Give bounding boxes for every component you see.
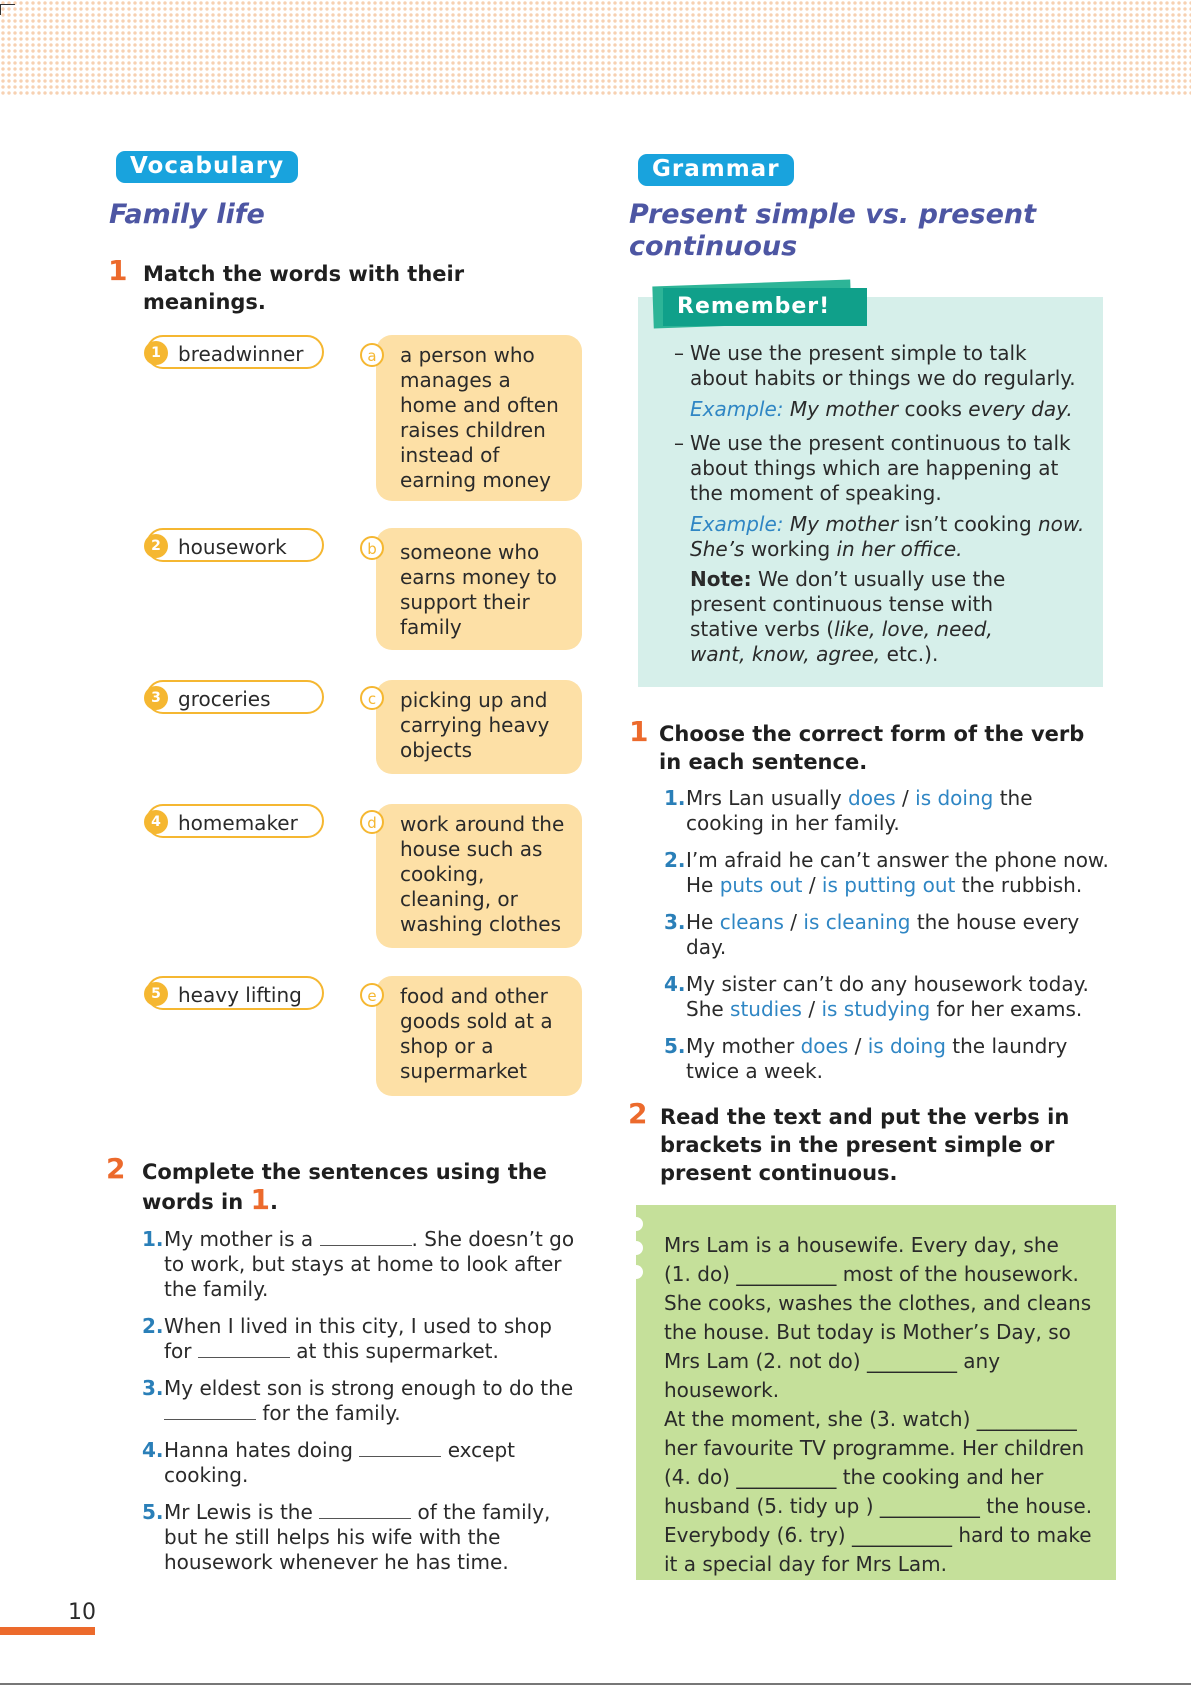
example-verb: working bbox=[750, 537, 831, 561]
sentence-start: My sister can’t do any housework today. She bbox=[686, 972, 1089, 1021]
word-box[interactable] bbox=[146, 335, 324, 369]
list-item bbox=[664, 910, 1114, 960]
verb-option[interactable]: does bbox=[848, 786, 896, 810]
text-line[interactable]: (1. do) __________ most of the housework. bbox=[664, 1262, 1079, 1286]
sentence-end: for her exams. bbox=[936, 997, 1083, 1021]
word-text: breadwinner bbox=[178, 342, 304, 366]
item-number: 3. bbox=[664, 910, 686, 934]
list-item bbox=[664, 848, 1114, 898]
text-line[interactable]: (4. do) __________ the cooking and her bbox=[664, 1465, 1044, 1489]
letter-badge: b bbox=[360, 536, 384, 560]
verb-option[interactable]: does bbox=[800, 1034, 849, 1058]
sentence-end: the cooking in her family. bbox=[686, 786, 1033, 835]
list-item bbox=[664, 786, 1114, 836]
remember-tab: Remember! bbox=[663, 288, 867, 326]
note-text: etc.). bbox=[886, 642, 939, 666]
text-line[interactable]: At the moment, she (3. watch) __________ bbox=[664, 1407, 1077, 1431]
sentence-start: When I lived in this city, I used to shop for bbox=[164, 1314, 552, 1363]
sentence-end: the rubbish. bbox=[961, 873, 1083, 897]
note-text: We don’t usually use the present continuous tense with stative verbs ( bbox=[690, 567, 1006, 641]
grammar-subtitle: Present simple vs. present continuous bbox=[629, 199, 1037, 262]
item-number: 3. bbox=[142, 1376, 164, 1400]
list-item bbox=[142, 1376, 582, 1426]
grammar-section-label: Grammar bbox=[638, 154, 794, 186]
dotted-header-pattern bbox=[0, 0, 1191, 95]
bullet-dash: – bbox=[674, 431, 684, 455]
instruction-period: . bbox=[269, 1190, 278, 1214]
meaning-box[interactable] bbox=[376, 804, 582, 948]
word-text: homemaker bbox=[178, 811, 298, 835]
list-item bbox=[142, 1500, 582, 1575]
word-text: heavy lifting bbox=[178, 983, 302, 1007]
verb-option[interactable]: is doing bbox=[915, 786, 994, 810]
item-number: 2. bbox=[664, 848, 686, 872]
verb-option[interactable]: is studying bbox=[821, 997, 931, 1021]
answer-blank[interactable] bbox=[359, 1440, 441, 1457]
meaning-text: food and other goods sold at a shop or a supermarket bbox=[400, 984, 553, 1083]
number-badge: 3 bbox=[144, 686, 168, 710]
decorative-notch bbox=[629, 1265, 643, 1279]
word-box[interactable] bbox=[146, 680, 324, 714]
example-text: My mother bbox=[789, 512, 899, 536]
sentence-end: at this supermarket. bbox=[296, 1339, 499, 1363]
word-box[interactable] bbox=[146, 528, 324, 562]
answer-blank[interactable] bbox=[198, 1341, 290, 1358]
item-number: 5. bbox=[142, 1500, 164, 1524]
example-text: every day. bbox=[968, 397, 1073, 421]
sentence-start: Mrs Lan usually bbox=[686, 786, 842, 810]
sentence-end: the house every day. bbox=[686, 910, 1080, 959]
meaning-box[interactable] bbox=[376, 976, 582, 1096]
sentence-start: My eldest son is strong enough to do the bbox=[164, 1376, 574, 1400]
bullet-dash: – bbox=[674, 341, 684, 365]
exercise-instruction: Read the text and put the verbs in brackets in the present simple or present continuous. bbox=[660, 1105, 1070, 1185]
sentence-end: . She doesn’t go to work, but stays at home to look after the family. bbox=[164, 1227, 575, 1301]
text-line: it a special day for Mrs Lam. bbox=[664, 1552, 948, 1576]
option-separator: / bbox=[902, 786, 909, 810]
meaning-box[interactable] bbox=[376, 335, 582, 501]
note-verbs: like, love, need, want, know, agree, bbox=[690, 617, 993, 666]
exercise-number: 1 bbox=[108, 254, 128, 287]
verb-option[interactable]: is cleaning bbox=[803, 910, 911, 934]
item-number: 4. bbox=[664, 972, 686, 996]
example-text: now. bbox=[1038, 512, 1085, 536]
item-number: 2. bbox=[142, 1314, 164, 1338]
text-line: her favourite TV programme. Her children bbox=[664, 1436, 1085, 1460]
vocabulary-subtitle: Family life bbox=[109, 199, 265, 230]
answer-blank[interactable] bbox=[164, 1403, 256, 1420]
sentence-start: He bbox=[686, 910, 714, 934]
stative-note bbox=[690, 567, 1010, 667]
example-verb: cooks bbox=[904, 397, 962, 421]
reading-text-box bbox=[636, 1205, 1116, 1580]
example-present-simple bbox=[690, 397, 1100, 422]
verb-option[interactable]: is doing bbox=[867, 1034, 946, 1058]
sentence-end: of the family, but he still helps his wife with the housework whenever he has time. bbox=[164, 1500, 551, 1574]
example-text: My mother bbox=[789, 397, 899, 421]
example-text: She’s bbox=[690, 537, 745, 561]
option-separator: / bbox=[790, 910, 798, 934]
list-item bbox=[142, 1314, 582, 1364]
list-item bbox=[142, 1438, 582, 1488]
meaning-text: work around the house such as cooking, cleaning, or washing clothes bbox=[400, 812, 565, 936]
letter-badge: e bbox=[360, 983, 384, 1007]
text-line: Mrs Lam is a housewife. Every day, she bbox=[664, 1233, 1059, 1257]
meaning-text: picking up and carrying heavy objects bbox=[400, 688, 550, 762]
word-text: groceries bbox=[178, 687, 271, 711]
example-verb: isn’t cooking bbox=[904, 512, 1032, 536]
sentence-list bbox=[142, 1227, 582, 1587]
sentence-start: My mother is a bbox=[164, 1227, 314, 1251]
example-label: Example: bbox=[690, 397, 784, 421]
instruction-text: Complete the sentences using the words in bbox=[142, 1160, 547, 1214]
sentence-end: except cooking. bbox=[164, 1438, 515, 1487]
text-line[interactable]: Everybody (6. try) __________ hard to make bbox=[664, 1523, 1092, 1547]
letter-badge: c bbox=[360, 686, 384, 710]
letter-badge: a bbox=[360, 343, 384, 367]
number-badge: 1 bbox=[144, 341, 168, 365]
example-label: Example: bbox=[690, 512, 784, 536]
rule-present-simple: We use the present simple to talk about habits or things we do regularly. bbox=[690, 341, 1076, 390]
list-item bbox=[664, 1034, 1114, 1084]
option-separator: / bbox=[808, 997, 816, 1021]
crop-mark bbox=[0, 4, 15, 15]
exercise-number: 1 bbox=[629, 715, 649, 748]
sentence-start: Mr Lewis is the bbox=[164, 1500, 313, 1524]
number-badge: 4 bbox=[144, 810, 168, 834]
exercise-reference: 1 bbox=[250, 1183, 270, 1216]
list-item bbox=[142, 1227, 582, 1302]
letter-badge: d bbox=[360, 810, 384, 834]
text-line: She cooks, washes the clothes, and cleans bbox=[664, 1291, 1092, 1315]
sentence-end: for the family. bbox=[262, 1401, 401, 1425]
page-number-underline bbox=[0, 1627, 95, 1635]
sentence-start: Hanna hates doing bbox=[164, 1438, 353, 1462]
meaning-text: a person who manages a home and often raises children instead of earning money bbox=[400, 343, 559, 492]
meaning-text: someone who earns money to support their family bbox=[400, 540, 557, 639]
word-box[interactable] bbox=[146, 976, 324, 1010]
exercise-instruction: Choose the correct form of the verb in each sentence. bbox=[659, 722, 1085, 774]
item-number: 1. bbox=[664, 786, 686, 810]
option-separator: / bbox=[808, 873, 816, 897]
decorative-notch bbox=[629, 1217, 643, 1231]
rule-present-continuous: We use the present continuous to talk about things which are happening at the moment of speaking. bbox=[690, 431, 1071, 505]
answer-blank[interactable] bbox=[320, 1229, 412, 1246]
answer-blank[interactable] bbox=[319, 1502, 411, 1519]
verb-option[interactable]: studies bbox=[730, 997, 802, 1021]
text-line[interactable]: husband (5. tidy up ) __________ the house. bbox=[664, 1494, 1093, 1518]
example-present-continuous bbox=[690, 512, 1100, 562]
list-item bbox=[664, 972, 1114, 1022]
page-number: 10 bbox=[68, 1600, 96, 1625]
word-text: housework bbox=[178, 535, 287, 559]
number-badge: 5 bbox=[144, 982, 168, 1006]
meaning-box[interactable] bbox=[376, 528, 582, 650]
number-badge: 2 bbox=[144, 534, 168, 558]
decorative-notch bbox=[629, 1241, 643, 1255]
reading-text bbox=[664, 1231, 1114, 1579]
exercise-number: 2 bbox=[106, 1152, 126, 1185]
example-text: in her office. bbox=[836, 537, 963, 561]
exercise-instruction: Match the words with their meanings. bbox=[143, 262, 465, 314]
choice-list bbox=[664, 786, 1114, 1096]
sentence-start: I’m afraid he can’t answer the phone now. He bbox=[686, 848, 1109, 897]
text-line[interactable]: Mrs Lam (2. not do) _________ any housework. bbox=[664, 1349, 1001, 1402]
exercise-instruction bbox=[142, 1158, 582, 1216]
vocabulary-section-label: Vocabulary bbox=[116, 151, 298, 183]
item-number: 5. bbox=[664, 1034, 686, 1058]
exercise-number: 2 bbox=[628, 1097, 648, 1130]
item-number: 4. bbox=[142, 1438, 164, 1462]
verb-option[interactable]: cleans bbox=[719, 910, 784, 934]
sentence-end: the laundry twice a week. bbox=[686, 1034, 1068, 1083]
option-separator: / bbox=[854, 1034, 862, 1058]
item-number: 1. bbox=[142, 1227, 164, 1251]
sentence-start: My mother bbox=[686, 1034, 795, 1058]
verb-option[interactable]: puts out bbox=[719, 873, 803, 897]
remember-box bbox=[638, 294, 1103, 687]
note-label: Note: bbox=[690, 567, 752, 591]
word-box[interactable] bbox=[146, 804, 324, 838]
text-line: the house. But today is Mother’s Day, so bbox=[664, 1320, 1071, 1344]
verb-option[interactable]: is putting out bbox=[821, 873, 956, 897]
meaning-box[interactable] bbox=[376, 680, 582, 774]
